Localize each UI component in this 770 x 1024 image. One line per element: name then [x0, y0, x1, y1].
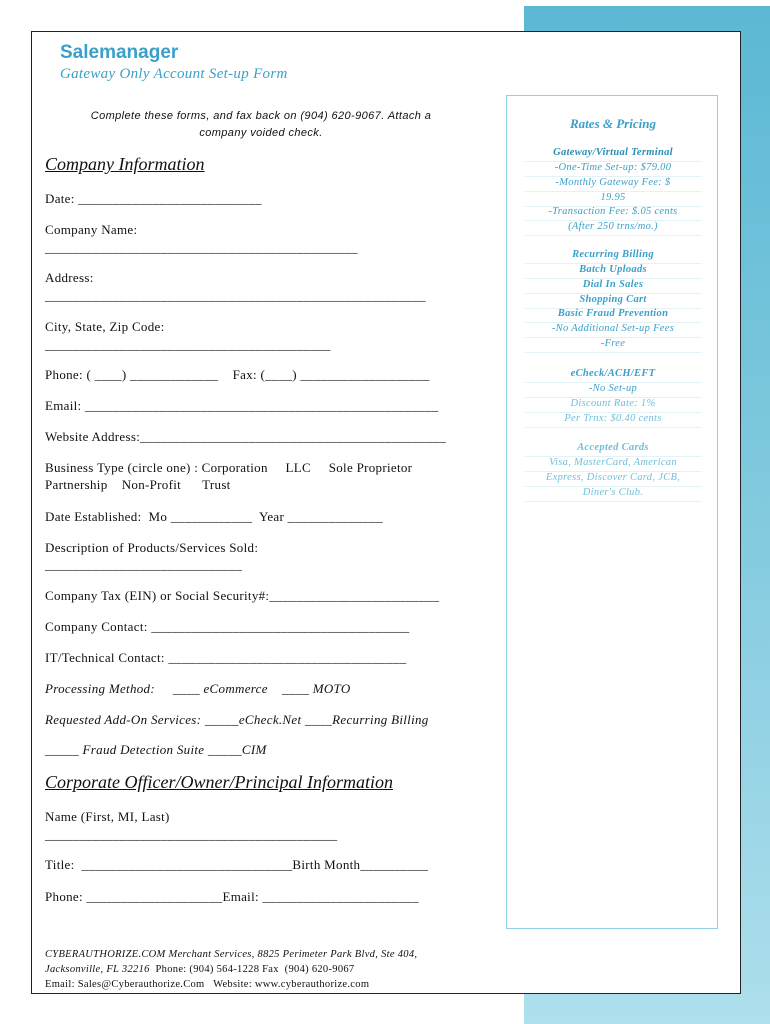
company-name-field: ______________________________________________	[45, 240, 358, 255]
footer-web: Email: Sales@Cyberauthorize.Com Website: www.cyberauthorize.com	[45, 979, 370, 990]
phone-fax-field: Phone: ( ____) _____________ Fax: (____) ___________________	[45, 367, 430, 382]
cards-title: Accepted Cards	[525, 441, 701, 457]
cards-item: Express, Discover Card, JCB,	[525, 471, 701, 487]
officer-phone-email-field: Phone: ____________________Email: _______________________	[45, 889, 419, 904]
officer-name-field: ___________________________________________	[45, 827, 338, 842]
intro-text	[46, 108, 476, 142]
date-established-field: Date Established: Mo ____________ Year ______________	[45, 509, 383, 524]
tax-id-field: Company Tax (EIN) or Social Security#:_________________________	[45, 588, 440, 603]
officer-info-heading: Corporate Officer/Owner/Principal Information	[45, 772, 393, 792]
company-info-heading: Company Information	[45, 154, 205, 174]
addon-services-field: Requested Add-On Services: _____eCheck.Net ____Recurring Billing	[45, 712, 429, 727]
city-state-zip-field: __________________________________________	[45, 337, 331, 352]
feature-item: -No Additional Set-up Fees	[525, 322, 701, 338]
feature-item: Batch Uploads	[525, 263, 701, 279]
description-label: Description of Products/Services Sold:	[45, 540, 259, 555]
email-field: Email: ____________________________________________________	[45, 398, 439, 413]
officer-title-field: Title: _______________________________Birth Month__________	[45, 857, 429, 872]
it-contact-field: IT/Technical Contact: ___________________________________	[45, 650, 407, 665]
address-field: ________________________________________________________	[45, 288, 426, 303]
processing-method-field: Processing Method: ____ eCommerce ____ MOTO	[45, 681, 351, 696]
website-field: Website Address:_____________________________________________	[45, 429, 447, 444]
rates-panel	[506, 95, 718, 929]
footer-contact	[45, 964, 354, 975]
intro-line: company voided check.	[199, 127, 323, 139]
city-state-zip-label: City, State, Zip Code:	[45, 319, 165, 334]
intro-line: Complete these forms, and fax back on (904) 620-9067. Attach a	[90, 110, 432, 122]
date-field: Date: ___________________________	[45, 191, 262, 206]
gateway-title: Gateway/Virtual Terminal	[525, 146, 701, 162]
gateway-monthly-amount: 19.95	[525, 191, 701, 207]
business-type-line: Partnership Non-Profit Trust	[45, 477, 231, 492]
gateway-transaction-note: (After 250 trns/mo.)	[525, 220, 701, 236]
rates-title: Rates & Pricing	[570, 116, 656, 131]
brand-title: Salemanager	[60, 42, 179, 63]
description-field: _____________________________	[45, 557, 243, 572]
echeck-item: Per Trnx: $0.40 cents	[525, 412, 701, 428]
cards-item: Diner's Club.	[525, 486, 701, 502]
officer-name-label: Name (First, MI, Last)	[45, 809, 170, 824]
feature-item: -Free	[525, 337, 701, 353]
echeck-item: -No Set-up	[525, 382, 701, 398]
feature-item: Basic Fraud Prevention	[525, 307, 701, 323]
business-type-line: Business Type (circle one) : Corporation LLC Sole Proprietor	[45, 460, 413, 475]
gateway-setup: -One-Time Set-up: $79.00	[525, 161, 701, 177]
company-name-label: Company Name:	[45, 222, 138, 237]
footer-phone: Phone: (904) 564-1228 Fax (904) 620-9067	[149, 964, 355, 975]
footer-address: CYBERAUTHORIZE.COM Merchant Services, 8825 Perimeter Park Blvd, Ste 404,	[45, 949, 418, 960]
company-contact-field: Company Contact: ______________________________________	[45, 619, 410, 634]
echeck-title: eCheck/ACH/EFT	[525, 367, 701, 383]
footer-city: Jacksonville, FL 32216	[45, 964, 150, 975]
feature-item: Recurring Billing	[525, 248, 701, 264]
feature-item: Shopping Cart	[525, 293, 701, 309]
feature-item: Dial In Sales	[525, 278, 701, 294]
address-label: Address:	[45, 270, 94, 285]
form-subtitle: Gateway Only Account Set-up Form	[60, 66, 288, 82]
echeck-item: Discount Rate: 1%	[525, 397, 701, 413]
gateway-transaction: -Transaction Fee: $.05 cents	[525, 205, 701, 221]
addon-services-field: _____ Fraud Detection Suite _____CIM	[45, 742, 267, 757]
cards-item: Visa, MasterCard, American	[525, 456, 701, 472]
gateway-monthly: -Monthly Gateway Fee: $	[525, 176, 701, 192]
